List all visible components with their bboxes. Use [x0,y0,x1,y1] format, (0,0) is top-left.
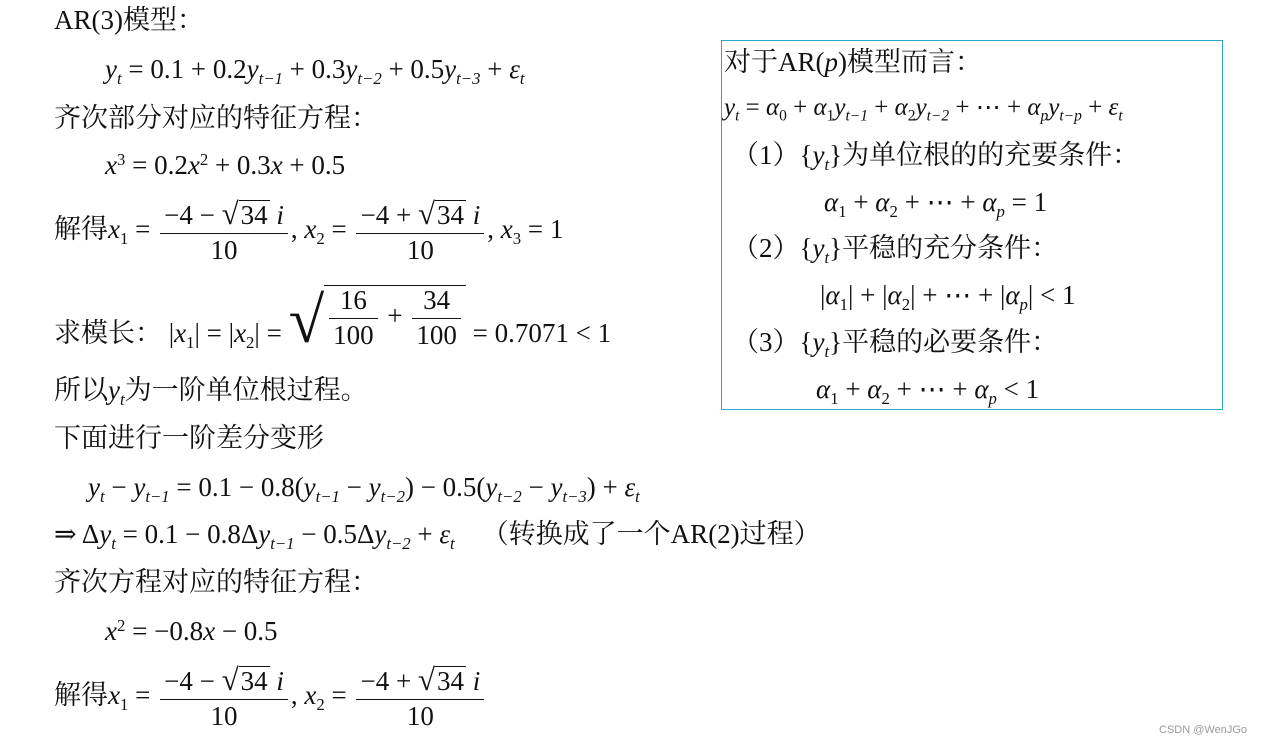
box-condition-2-eq: $|\alpha_1| + |\alpha_2|$ + ⋯ + $|\alpha_p| < 1$ [820,280,1076,314]
box-condition-1-label: $(1)\{y_t\}$为单位根的的充要条件： [732,140,1140,174]
box-condition-3-eq: $\alpha_1 + \alpha_2$ + ⋯ + $\alpha_p < 1$ [816,374,1040,408]
watermark: CSDN @WenJGo [1159,724,1247,736]
difference-equation: $y_t - y_{t-1} = 0.1 - 0.8(y_{t-1} - y_{t-2}) - 0.5(y_{t-2} - y_{t-3}) + \varepsilon_t$ [88,472,640,506]
box-condition-2-label: $(2)\{y_t\}$平稳的充分条件： [732,233,1059,267]
roots-line-1: 解得$x_1$ = −4 − √ 34 i 10 , $x_2$ = −4 + √ 34 i 10 , $x_3 = 1$ [54,196,564,265]
characteristic-equation-2: $x^2 = -0.8x - 0.5$ [105,615,278,646]
difference-heading: 下面进行一阶差分变形 [54,423,324,453]
ar2-equation: ⇒ $\Delta y_t = 0.1 - 0.8\Delta y_{t-1} - 0.5\Delta y_{t-2} + \varepsilon_t$ （转换成了一个AR(2)过程） [54,519,821,553]
box-condition-1-eq: $\alpha_1 + \alpha_2$ + ⋯ + $\alpha_p = 1$ [824,187,1048,221]
characteristic-heading: 齐次部分对应的特征方程： [54,103,378,133]
characteristic-equation-1: $x^3 = 0.2x^2 + 0.3x + 0.5$ [105,149,346,180]
box-title: 对于AR(p)模型而言： [724,47,982,77]
roots-line-2: 解得$x_1$ = −4 − √ 34 i 10 , $x_2$ = −4 + √ 34 i 10 [54,664,487,731]
conclusion-line: 所以$y_t$为一阶单位根过程。 [54,375,368,409]
characteristic-heading-2: 齐次方程对应的特征方程： [54,567,378,597]
ar3-equation: $y_t = 0.1 + 0.2y_{t-1} + 0.3y_{t-2} + 0.5y_{t-3} + \varepsilon_t$ [105,54,525,88]
ar3-heading: AR(3)模型： [54,5,204,35]
box-condition-3-label: $(3)\{y_t\}$平稳的必要条件： [732,327,1059,361]
box-general-equation: $y_t = \alpha_0 + \alpha_1y_{t-1} + \alpha_2y_{t-2}$ + ⋯ + $\alpha_py_{t-p} + \varepsilon_t$ [724,94,1123,125]
modulus-line: 求模长： $|x_1| = |x_2|$ = √ $\frac{16}{100}$ + $\frac{34}{100}$ = 0.7071 < 1 [54,285,612,358]
